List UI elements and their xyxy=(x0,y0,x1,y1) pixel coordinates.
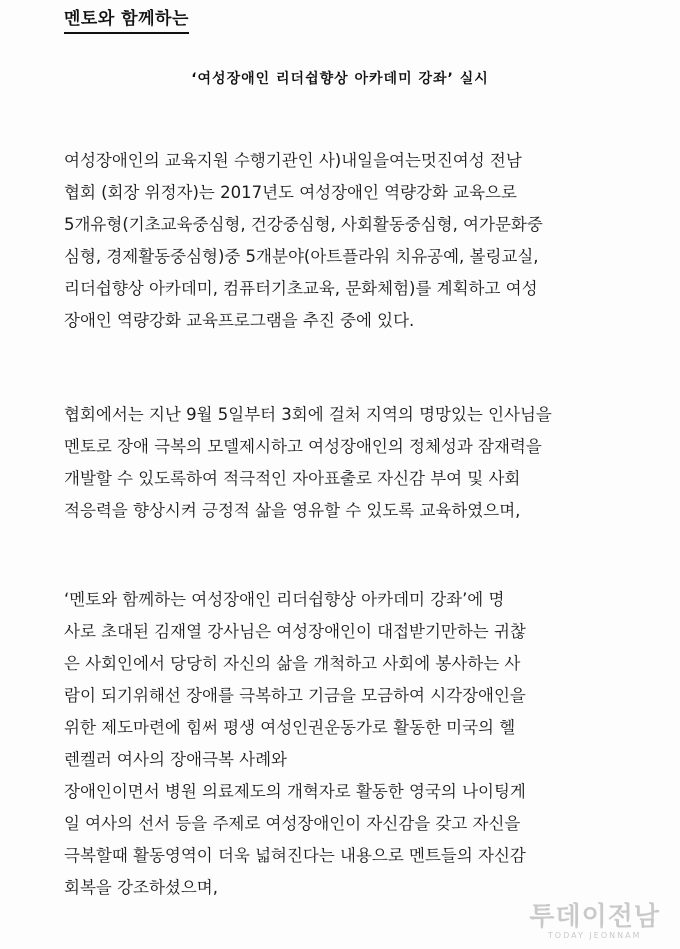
paragraph-line: 5개유형(기초교육중심형, 건강중심형, 사회활동중심형, 여가문화중 xyxy=(64,215,543,234)
paragraph-line: 람이 되기위해선 장애를 극복하고 기금을 모금하여 시각장애인을 xyxy=(64,686,526,705)
paragraph-line: 일 여사의 선서 등을 주제로 여성장애인이 자신감을 갖고 자신을 xyxy=(64,814,521,833)
paragraph-line: 협회에서는 지난 9월 5일부터 3회에 걸처 지역의 명망있는 인사님을 xyxy=(64,405,552,424)
watermark-logo xyxy=(529,903,660,941)
paragraph-line: 심형, 경제활동중심형)중 5개분야(아트플라워 치유공예, 볼링교실, xyxy=(64,247,539,266)
body-paragraph-2 xyxy=(64,399,630,527)
paragraph-line: 극복할때 활동영역이 더욱 넓혀진다는 내용으로 멘트들의 자신감 xyxy=(64,846,526,865)
watermark-text: 투데이전남 xyxy=(529,902,660,932)
paragraph-line: 여성장애인의 교육지원 수행기관인 사)내일을여는멋진여성 전남 xyxy=(64,151,522,170)
paragraph-line: 은 사회인에서 당당히 자신의 삶을 개척하고 사회에 봉사하는 사 xyxy=(64,654,521,673)
paragraph-line: 적응력을 향상시켜 긍정적 삶을 영유할 수 있도록 교육하였으며, xyxy=(64,501,521,520)
paragraph-line: 회복을 강조하셨으며, xyxy=(64,878,218,897)
paragraph-line: 렌켈러 여사의 장애극복 사례와 xyxy=(64,750,287,769)
paragraph-line: 리더쉽향상 아카데미, 컴퓨터기초교육, 문화체험)를 계획하고 여성 xyxy=(64,279,538,298)
paragraph-line: ‘멘토와 함께하는 여성장애인 리더쉽향상 아카데미 강좌’에 명 xyxy=(64,590,505,609)
paragraph-line: 장애인이면서 병원 의료제도의 개혁자로 활동한 영국의 나이팅게 xyxy=(64,782,526,801)
paragraph-line: 멘토로 장애 극복의 모델제시하고 여성장애인의 정체성과 잠재력을 xyxy=(64,437,542,456)
document-title: ‘여성장애인 리더쉽향상 아카데미 강좌’ 실시 xyxy=(191,71,489,87)
watermark-subtext: TODAY JEONNAM xyxy=(547,931,642,940)
body-paragraph-1 xyxy=(64,145,630,337)
paragraph-line: 개발할 수 있도록하여 적극적인 자아표출로 자신감 부여 및 사회 xyxy=(64,469,521,488)
body-paragraph-3 xyxy=(64,584,630,904)
document-kicker: 멘토와 함께하는 xyxy=(64,8,189,34)
paragraph-line: 위한 제도마련에 힘써 평생 여성인권운동가로 활동한 미국의 헬 xyxy=(64,718,516,737)
paragraph-line: 사로 초대된 김재열 강사님은 여성장애인이 대접받기만하는 귀찮 xyxy=(64,622,526,641)
paragraph-line: 장애인 역량강화 교육프로그램을 추진 중에 있다. xyxy=(64,311,415,330)
paragraph-line: 협회 (회장 위정자)는 2017년도 여성장애인 역량강화 교육으로 xyxy=(64,183,517,202)
